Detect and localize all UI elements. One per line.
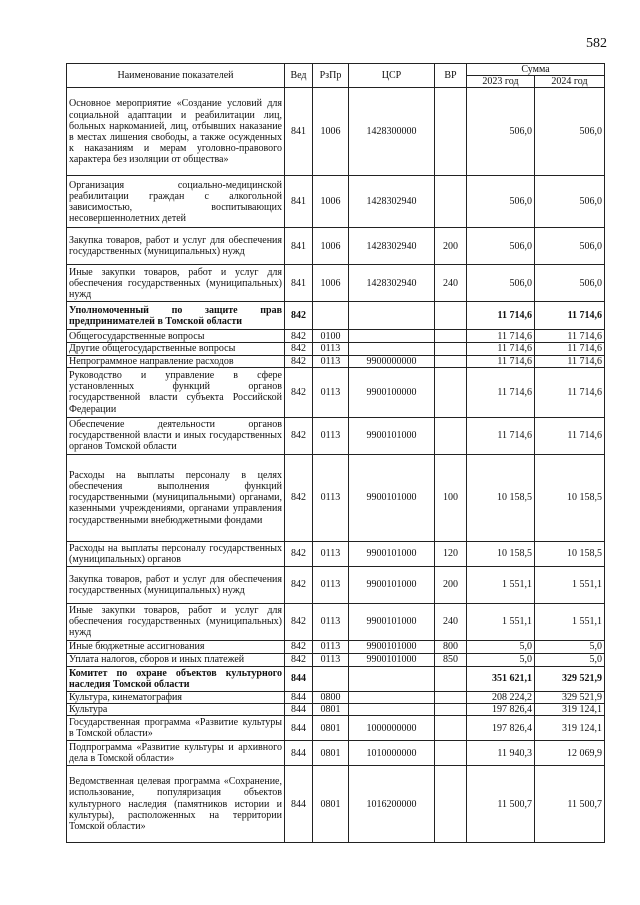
row-name: Культура bbox=[67, 704, 285, 716]
row-csr bbox=[349, 302, 435, 330]
table-row bbox=[67, 666, 605, 691]
row-ved: 842 bbox=[285, 541, 313, 566]
table-row bbox=[67, 302, 605, 330]
row-ved: 842 bbox=[285, 566, 313, 603]
row-vr bbox=[435, 766, 467, 843]
row-sum-2023: 11 714,6 bbox=[467, 330, 535, 343]
header-year-2023: 2023 год bbox=[467, 76, 535, 88]
row-vr bbox=[435, 367, 467, 417]
table-row bbox=[67, 766, 605, 843]
row-sum-2023: 506,0 bbox=[467, 176, 535, 228]
row-name: Комитет по охране объектов культурного наследия Томской области bbox=[67, 666, 285, 691]
row-ved: 842 bbox=[285, 355, 313, 367]
row-csr: 1000000000 bbox=[349, 716, 435, 741]
row-csr: 9900000000 bbox=[349, 355, 435, 367]
row-rzpr: 0113 bbox=[313, 454, 349, 541]
row-vr: 200 bbox=[435, 228, 467, 265]
header-csr: ЦСР bbox=[349, 64, 435, 88]
row-vr: 100 bbox=[435, 454, 467, 541]
row-sum-2024: 5,0 bbox=[535, 653, 605, 666]
row-vr bbox=[435, 691, 467, 703]
row-sum-2023: 11 714,6 bbox=[467, 302, 535, 330]
row-rzpr: 0801 bbox=[313, 741, 349, 766]
row-vr: 240 bbox=[435, 265, 467, 302]
row-name: Иные закупки товаров, работ и услуг для обеспечения государственных (муниципальных) нужд bbox=[67, 265, 285, 302]
header-year-2024: 2024 год bbox=[535, 76, 605, 88]
row-rzpr bbox=[313, 666, 349, 691]
row-ved: 842 bbox=[285, 302, 313, 330]
table-row bbox=[67, 603, 605, 640]
row-vr bbox=[435, 176, 467, 228]
table-row bbox=[67, 88, 605, 176]
row-csr: 9900101000 bbox=[349, 454, 435, 541]
row-sum-2023: 10 158,5 bbox=[467, 541, 535, 566]
table-row bbox=[67, 691, 605, 703]
row-vr: 850 bbox=[435, 653, 467, 666]
row-name: Государственная программа «Развитие культуры в Томской области» bbox=[67, 716, 285, 741]
table-row bbox=[67, 343, 605, 355]
row-sum-2023: 351 621,1 bbox=[467, 666, 535, 691]
row-vr bbox=[435, 417, 467, 454]
budget-table bbox=[66, 63, 605, 843]
table-row bbox=[67, 653, 605, 666]
row-csr: 9900101000 bbox=[349, 640, 435, 653]
row-ved: 842 bbox=[285, 640, 313, 653]
row-csr bbox=[349, 343, 435, 355]
row-sum-2023: 1 551,1 bbox=[467, 603, 535, 640]
row-rzpr: 0113 bbox=[313, 640, 349, 653]
row-sum-2023: 11 714,6 bbox=[467, 367, 535, 417]
row-rzpr: 0800 bbox=[313, 691, 349, 703]
row-rzpr: 0113 bbox=[313, 603, 349, 640]
row-sum-2023: 197 826,4 bbox=[467, 704, 535, 716]
row-sum-2023: 11 500,7 bbox=[467, 766, 535, 843]
row-rzpr: 0113 bbox=[313, 343, 349, 355]
row-name: Расходы на выплаты персоналу в целях обеспечения выполнения функций государственными (муниципальными) органами, казенными учреждениями, органами управления государственными внебюджетными фондами bbox=[67, 454, 285, 541]
row-sum-2023: 5,0 bbox=[467, 640, 535, 653]
table-row bbox=[67, 228, 605, 265]
table-row bbox=[67, 355, 605, 367]
row-sum-2024: 329 521,9 bbox=[535, 691, 605, 703]
row-ved: 841 bbox=[285, 265, 313, 302]
row-ved: 841 bbox=[285, 176, 313, 228]
table-row bbox=[67, 541, 605, 566]
row-rzpr: 0801 bbox=[313, 766, 349, 843]
row-name: Иные бюджетные ассигнования bbox=[67, 640, 285, 653]
row-name: Ведомственная целевая программа «Сохранение, использование, популяризация объектов культурного наследия (памятников истории и культуры), расположенных на территории Томской области» bbox=[67, 766, 285, 843]
row-rzpr: 1006 bbox=[313, 88, 349, 176]
row-name: Организация социально-медицинской реабилитации граждан с алкогольной зависимостью, воспитывающих несовершеннолетних детей bbox=[67, 176, 285, 228]
row-name: Иные закупки товаров, работ и услуг для обеспечения государственных (муниципальных) нужд bbox=[67, 603, 285, 640]
row-sum-2024: 11 500,7 bbox=[535, 766, 605, 843]
row-csr: 1016200000 bbox=[349, 766, 435, 843]
row-csr: 9900101000 bbox=[349, 417, 435, 454]
row-sum-2023: 506,0 bbox=[467, 88, 535, 176]
row-sum-2023: 208 224,2 bbox=[467, 691, 535, 703]
row-ved: 842 bbox=[285, 367, 313, 417]
header-ved: Вед bbox=[285, 64, 313, 88]
row-ved: 842 bbox=[285, 343, 313, 355]
row-sum-2023: 10 158,5 bbox=[467, 454, 535, 541]
row-ved: 842 bbox=[285, 454, 313, 541]
row-name: Обеспечение деятельности органов государственной власти и иных государственных органов Томской области bbox=[67, 417, 285, 454]
row-vr bbox=[435, 355, 467, 367]
row-sum-2024: 506,0 bbox=[535, 265, 605, 302]
row-csr: 9900101000 bbox=[349, 566, 435, 603]
row-ved: 844 bbox=[285, 741, 313, 766]
row-name: Культура, кинематография bbox=[67, 691, 285, 703]
table-row bbox=[67, 640, 605, 653]
row-name: Расходы на выплаты персоналу государственных (муниципальных) органов bbox=[67, 541, 285, 566]
row-sum-2024: 329 521,9 bbox=[535, 666, 605, 691]
table-row bbox=[67, 330, 605, 343]
row-sum-2023: 1 551,1 bbox=[467, 566, 535, 603]
row-vr: 800 bbox=[435, 640, 467, 653]
row-rzpr: 0113 bbox=[313, 367, 349, 417]
row-vr: 240 bbox=[435, 603, 467, 640]
row-sum-2024: 11 714,6 bbox=[535, 367, 605, 417]
table-row bbox=[67, 716, 605, 741]
row-name: Руководство и управление в сфере установленных функций органов государственной власти субъекта Российской Федерации bbox=[67, 367, 285, 417]
row-ved: 842 bbox=[285, 330, 313, 343]
row-csr: 1428302940 bbox=[349, 176, 435, 228]
row-csr: 1010000000 bbox=[349, 741, 435, 766]
row-ved: 844 bbox=[285, 691, 313, 703]
row-ved: 844 bbox=[285, 704, 313, 716]
row-rzpr: 1006 bbox=[313, 176, 349, 228]
row-csr: 9900101000 bbox=[349, 603, 435, 640]
row-vr bbox=[435, 666, 467, 691]
table-row bbox=[67, 367, 605, 417]
row-ved: 842 bbox=[285, 417, 313, 454]
row-name: Общегосударственные вопросы bbox=[67, 330, 285, 343]
row-rzpr bbox=[313, 302, 349, 330]
row-name: Уплата налогов, сборов и иных платежей bbox=[67, 653, 285, 666]
row-vr bbox=[435, 716, 467, 741]
row-rzpr: 0113 bbox=[313, 355, 349, 367]
row-name: Уполномоченный по защите прав предпринимателей в Томской области bbox=[67, 302, 285, 330]
row-csr: 9900101000 bbox=[349, 653, 435, 666]
row-sum-2024: 11 714,6 bbox=[535, 302, 605, 330]
row-csr: 1428302940 bbox=[349, 265, 435, 302]
row-name: Основное мероприятие «Создание условий для социальной адаптации и реабилитации лиц, больных наркоманией, лиц, отбывших наказание в местах лишения свободы, а также осужденных к наказаниям и мерам уголовно-правового характера без изоляции от общества» bbox=[67, 88, 285, 176]
row-csr: 9900101000 bbox=[349, 541, 435, 566]
header-vr: ВР bbox=[435, 64, 467, 88]
row-csr: 1428302940 bbox=[349, 228, 435, 265]
table-row bbox=[67, 741, 605, 766]
row-csr bbox=[349, 704, 435, 716]
row-sum-2023: 506,0 bbox=[467, 265, 535, 302]
row-rzpr: 0801 bbox=[313, 704, 349, 716]
row-rzpr: 1006 bbox=[313, 228, 349, 265]
header-sum: Сумма bbox=[467, 64, 605, 76]
row-rzpr: 0113 bbox=[313, 417, 349, 454]
row-rzpr: 0100 bbox=[313, 330, 349, 343]
row-sum-2024: 506,0 bbox=[535, 228, 605, 265]
row-ved: 844 bbox=[285, 766, 313, 843]
row-name: Подпрограмма «Развитие культуры и архивного дела в Томской области» bbox=[67, 741, 285, 766]
row-sum-2023: 11 714,6 bbox=[467, 343, 535, 355]
row-rzpr: 0801 bbox=[313, 716, 349, 741]
row-sum-2024: 12 069,9 bbox=[535, 741, 605, 766]
row-vr bbox=[435, 704, 467, 716]
row-name: Другие общегосударственные вопросы bbox=[67, 343, 285, 355]
row-sum-2023: 5,0 bbox=[467, 653, 535, 666]
row-ved: 844 bbox=[285, 666, 313, 691]
row-csr: 9900100000 bbox=[349, 367, 435, 417]
row-vr bbox=[435, 88, 467, 176]
row-rzpr: 1006 bbox=[313, 265, 349, 302]
row-sum-2024: 5,0 bbox=[535, 640, 605, 653]
row-name: Закупка товаров, работ и услуг для обеспечения государственных (муниципальных) нужд bbox=[67, 566, 285, 603]
row-sum-2024: 10 158,5 bbox=[535, 454, 605, 541]
table-row bbox=[67, 176, 605, 228]
row-ved: 844 bbox=[285, 716, 313, 741]
row-vr bbox=[435, 741, 467, 766]
table-row bbox=[67, 704, 605, 716]
row-rzpr: 0113 bbox=[313, 541, 349, 566]
row-rzpr: 0113 bbox=[313, 653, 349, 666]
table-row bbox=[67, 454, 605, 541]
row-vr: 120 bbox=[435, 541, 467, 566]
row-csr bbox=[349, 691, 435, 703]
header-row bbox=[67, 64, 605, 76]
header-name: Наименование показателей bbox=[67, 64, 285, 88]
row-sum-2024: 506,0 bbox=[535, 176, 605, 228]
row-name: Закупка товаров, работ и услуг для обеспечения государственных (муниципальных) нужд bbox=[67, 228, 285, 265]
table-row bbox=[67, 265, 605, 302]
row-vr bbox=[435, 330, 467, 343]
row-sum-2024: 319 124,1 bbox=[535, 704, 605, 716]
row-sum-2023: 11 714,6 bbox=[467, 417, 535, 454]
row-ved: 842 bbox=[285, 603, 313, 640]
row-sum-2024: 10 158,5 bbox=[535, 541, 605, 566]
row-sum-2024: 11 714,6 bbox=[535, 417, 605, 454]
row-vr bbox=[435, 302, 467, 330]
row-sum-2023: 197 826,4 bbox=[467, 716, 535, 741]
table-row bbox=[67, 566, 605, 603]
row-vr bbox=[435, 343, 467, 355]
row-csr bbox=[349, 330, 435, 343]
row-sum-2023: 11 940,3 bbox=[467, 741, 535, 766]
header-rzpr: РзПр bbox=[313, 64, 349, 88]
row-csr: 1428300000 bbox=[349, 88, 435, 176]
row-vr: 200 bbox=[435, 566, 467, 603]
table-row bbox=[67, 417, 605, 454]
row-sum-2024: 11 714,6 bbox=[535, 355, 605, 367]
row-name: Непрограммное направление расходов bbox=[67, 355, 285, 367]
row-ved: 841 bbox=[285, 228, 313, 265]
row-ved: 841 bbox=[285, 88, 313, 176]
row-ved: 842 bbox=[285, 653, 313, 666]
row-sum-2024: 11 714,6 bbox=[535, 330, 605, 343]
row-rzpr: 0113 bbox=[313, 566, 349, 603]
row-sum-2023: 506,0 bbox=[467, 228, 535, 265]
row-sum-2023: 11 714,6 bbox=[467, 355, 535, 367]
row-sum-2024: 1 551,1 bbox=[535, 566, 605, 603]
row-sum-2024: 11 714,6 bbox=[535, 343, 605, 355]
row-sum-2024: 1 551,1 bbox=[535, 603, 605, 640]
page-number: 582 bbox=[586, 36, 607, 51]
row-sum-2024: 319 124,1 bbox=[535, 716, 605, 741]
row-csr bbox=[349, 666, 435, 691]
row-sum-2024: 506,0 bbox=[535, 88, 605, 176]
